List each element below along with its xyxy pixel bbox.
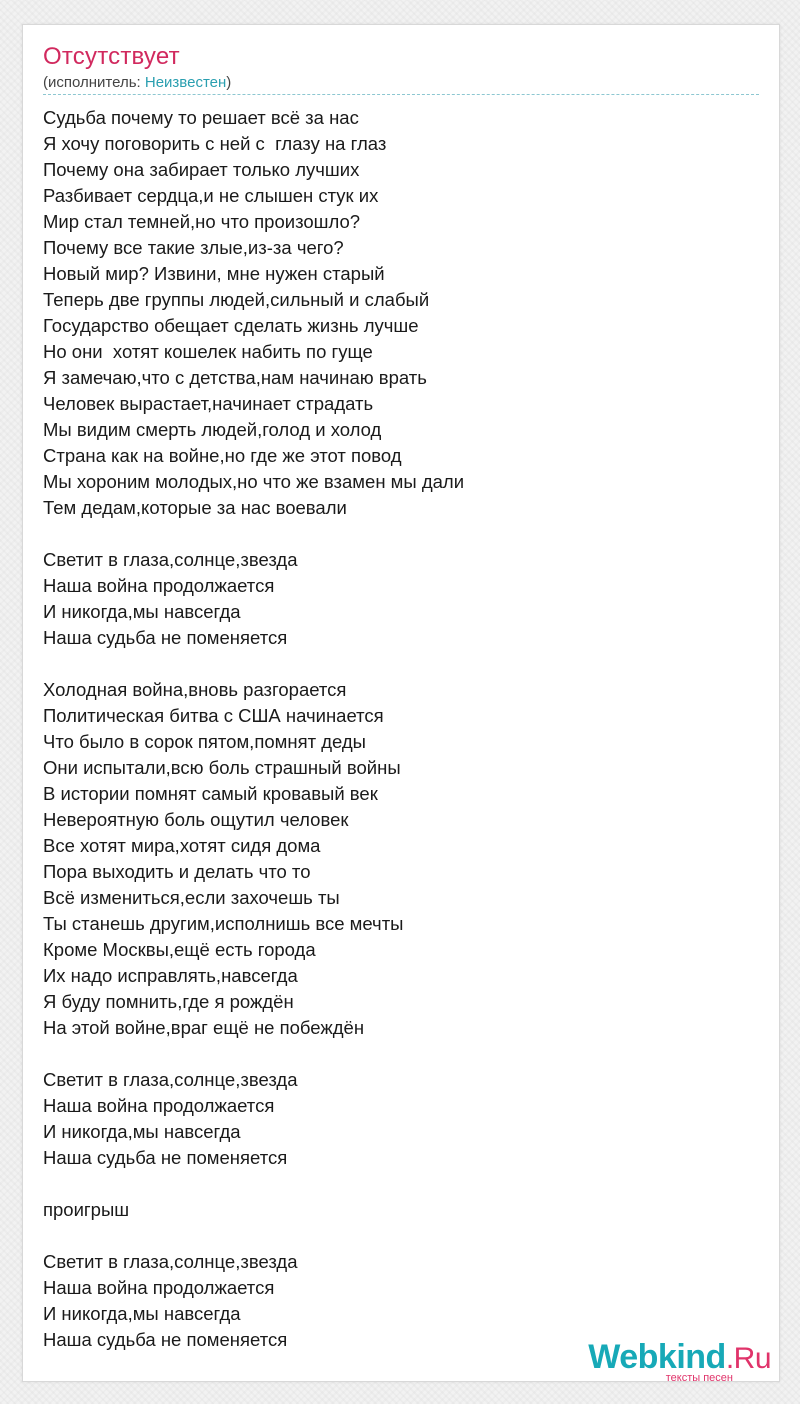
lyric-line: Почему она забирает только лучших <box>43 159 360 180</box>
logo-tld: .Ru <box>725 1342 771 1375</box>
title-divider <box>43 94 759 95</box>
lyric-line: Они испытали,всю боль страшный войны <box>43 757 401 778</box>
lyric-line: Наша судьба не поменяется <box>43 627 288 648</box>
lyric-line: Мы хороним молодых,но что же взамен мы дали <box>43 471 465 492</box>
lyric-line: Невероятную боль ощутил человек <box>43 809 349 830</box>
lyric-line: Тем дедам,которые за нас воевали <box>43 497 347 518</box>
lyric-line: Все хотят мира,хотят сидя дома <box>43 835 321 856</box>
lyric-line: Теперь две группы людей,сильный и слабый <box>43 289 430 310</box>
lyrics-card <box>22 24 780 1382</box>
stanza-break <box>43 651 743 677</box>
lyric-line: Судьба почему то решает всё за нас <box>43 107 359 128</box>
lyric-line: И никогда,мы навсегда <box>43 1303 241 1324</box>
site-logo[interactable] <box>588 1339 771 1384</box>
lyric-line: И никогда,мы навсегда <box>43 1121 241 1142</box>
lyric-line: Человек вырастает,начинает страдать <box>43 393 374 414</box>
lyric-line: Наша судьба не поменяется <box>43 1329 288 1350</box>
lyric-line: Политическая битва с США начинается <box>43 705 384 726</box>
lyric-line: Всё измениться,если захочешь ты <box>43 887 340 908</box>
lyric-line: Наша судьба не поменяется <box>43 1147 288 1168</box>
logo-name: Webkind <box>588 1338 726 1376</box>
lyric-line: Ты станешь другим,исполнишь все мечты <box>43 913 404 934</box>
song-title: Отсутствует <box>43 43 180 70</box>
lyric-line: Я буду помнить,где я рождён <box>43 991 294 1012</box>
lyric-line: Почему все такие злые,из-за чего? <box>43 237 344 258</box>
artist-prefix: (исполнитель: <box>43 74 145 91</box>
lyric-line: Я хочу поговорить с ней с глазу на глаз <box>43 133 387 154</box>
artist-link[interactable]: Неизвестен <box>144 74 227 91</box>
lyric-line: Новый мир? Извини, мне нужен старый <box>43 263 385 284</box>
logo-tagline: тексты песен <box>665 1372 733 1384</box>
stanza-break <box>43 1041 743 1067</box>
lyric-line: В истории помнят самый кровавый век <box>43 783 378 804</box>
lyrics-text <box>43 105 743 1353</box>
lyric-line: Кроме Москвы,ещё есть города <box>43 939 316 960</box>
stanza-break <box>43 1171 743 1197</box>
lyric-line: Их надо исправлять,навсегда <box>43 965 298 986</box>
lyric-line: Но они хотят кошелек набить по гуще <box>43 341 373 362</box>
lyric-line: Что было в сорок пятом,помнят деды <box>43 731 366 752</box>
lyric-line: Мы видим смерть людей,голод и холод <box>43 419 382 440</box>
lyric-line: проигрыш <box>43 1199 130 1220</box>
artist-suffix: ) <box>226 74 232 91</box>
lyric-line: Мир стал темней,но что произошло? <box>43 211 361 232</box>
lyric-line: Пора выходить и делать что то <box>43 861 311 882</box>
lyric-line: И никогда,мы навсегда <box>43 601 241 622</box>
lyric-line: Светит в глаза,солнце,звезда <box>43 1251 298 1272</box>
lyric-line: Холодная война,вновь разгорается <box>43 679 347 700</box>
lyric-line: Наша война продолжается <box>43 1277 275 1298</box>
lyric-line: Разбивает сердца,и не слышен стук их <box>43 185 379 206</box>
stanza-break <box>43 1223 743 1249</box>
lyric-line: Светит в глаза,солнце,звезда <box>43 1069 298 1090</box>
lyric-line: Страна как на войне,но где же этот повод <box>43 445 402 466</box>
lyric-line: Светит в глаза,солнце,звезда <box>43 549 298 570</box>
artist-line <box>43 74 231 91</box>
lyric-line: На этой войне,враг ещё не побеждён <box>43 1017 365 1038</box>
stanza-break <box>43 521 743 547</box>
lyric-line: Наша война продолжается <box>43 575 275 596</box>
lyric-line: Государство обещает сделать жизнь лучше <box>43 315 419 336</box>
lyric-line: Наша война продолжается <box>43 1095 275 1116</box>
lyric-line: Я замечаю,что с детства,нам начинаю врать <box>43 367 427 388</box>
